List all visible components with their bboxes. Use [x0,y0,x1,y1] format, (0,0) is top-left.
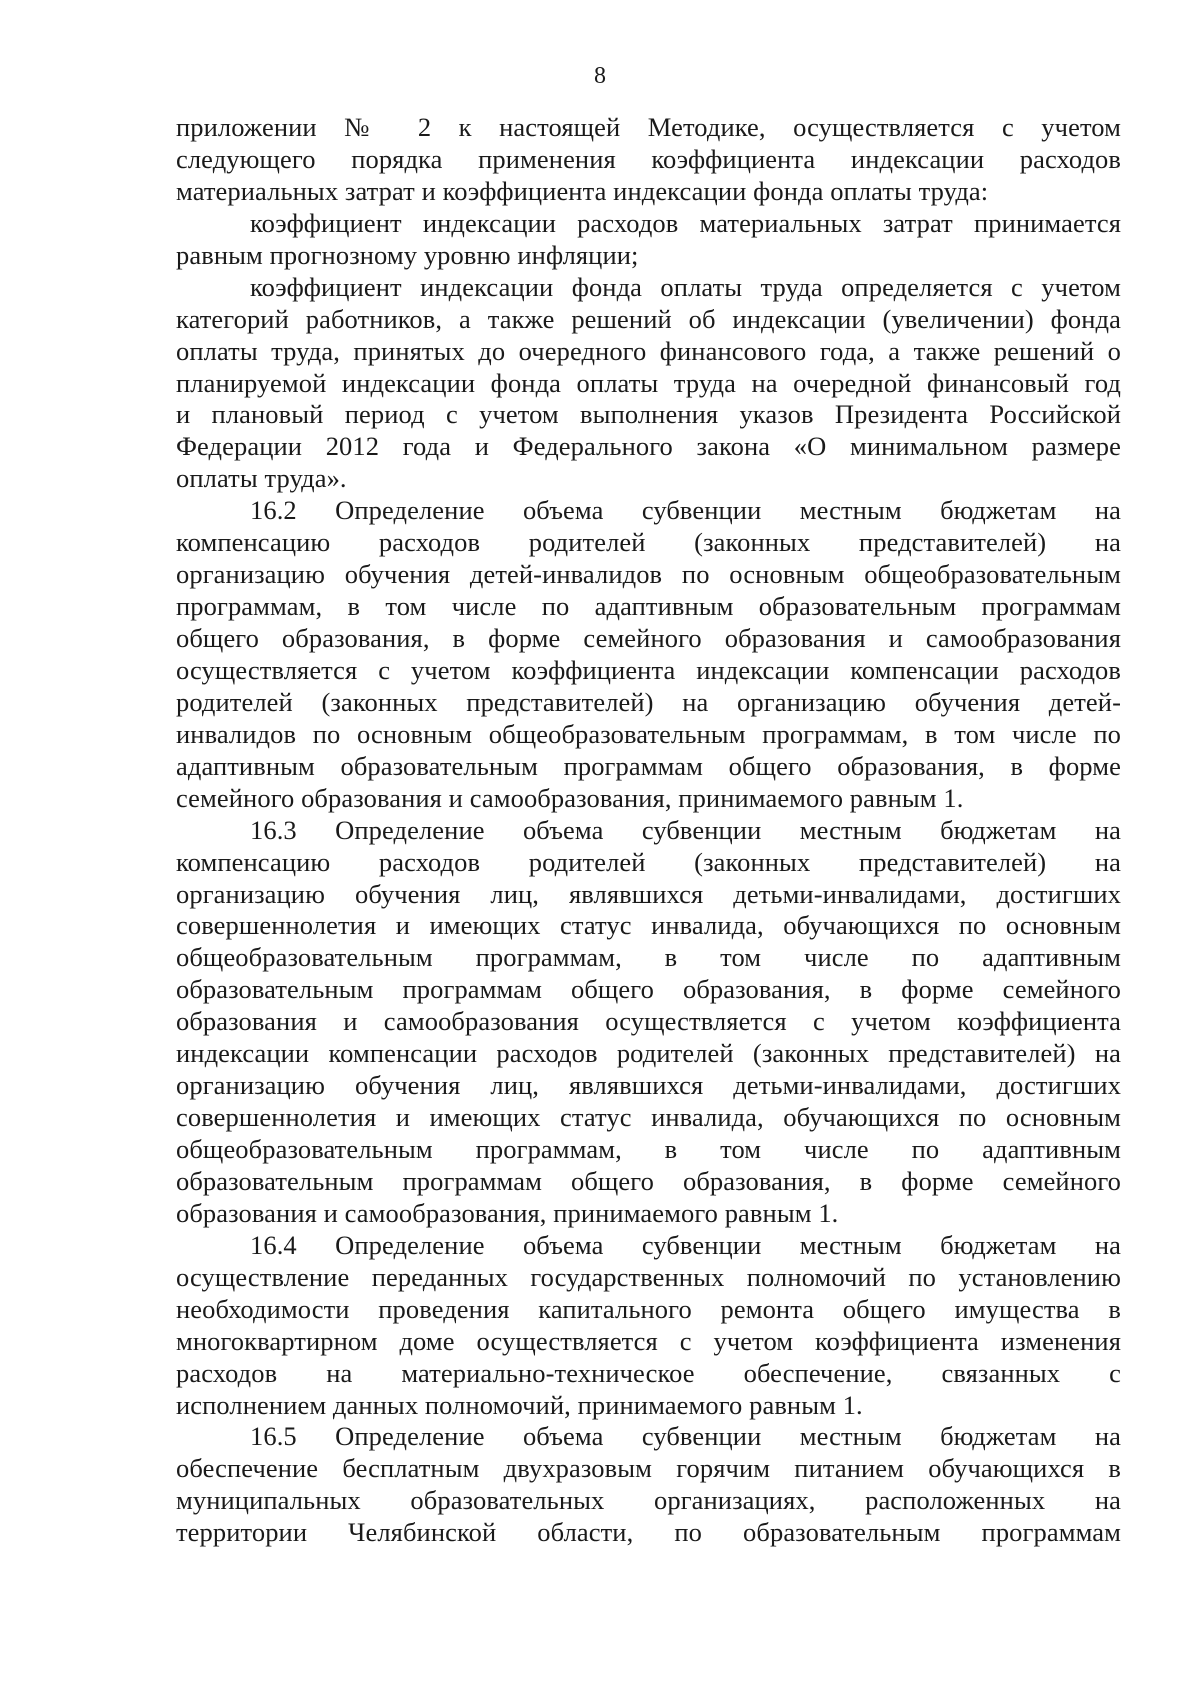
paragraph [176,1421,1121,1549]
text-line: совершеннолетия и имеющих статус инвалида, обучающихся по основным [176,910,1121,941]
text-line: образовательным программам общего образования, в форме семейного [176,1165,1121,1196]
text-line: общеобразовательным программам, в том числе по адаптивным [176,1134,1121,1164]
text-line: родителей (законных представителей) на организацию обучения детей- [176,686,1121,717]
text-line: планируемой индексации фонда оплаты труда на очередной финансовый год [176,367,1121,398]
text-line: оплаты труда, принятых до очередного финансового года, а также решений о [176,335,1121,366]
text-line: образования и самообразования, принимаемого равным 1. [176,1197,839,1228]
text-line: адаптивным образовательным программам общего образования, в форме [176,750,1121,781]
text-line: организацию обучения лиц, являвшихся детьми-инвалидами, достигших [176,1070,1121,1101]
text-line: 16.5 Определение объема субвенции местным бюджетам на [250,1421,1121,1452]
text-line: общего образования, в форме семейного образования и самообразования [176,623,1121,653]
text-line: Федерации 2012 года и Федерального закона «О минимальном размере [176,431,1121,462]
text-line: оплаты труда». [176,463,347,494]
text-line: и плановый период с учетом выполнения указов Президента Российской [176,399,1121,430]
paragraph [176,1230,1121,1422]
text-line: осуществляется с учетом коэффициента индексации компенсации расходов [176,654,1121,685]
text-line: исполнением данных полномочий, принимаемого равным 1. [176,1389,863,1420]
text-line: обеспечение бесплатным двухразовым горячим питанием обучающихся в [176,1453,1121,1484]
text-line: компенсацию расходов родителей (законных представителей) на [176,846,1121,877]
text-line: организацию обучения лиц, являвшихся детьми-инвалидами, достигших [176,878,1121,909]
text-line: следующего порядка применения коэффициента индексации расходов [176,143,1121,174]
text-line: семейного образования и самообразования, принимаемого равным 1. [176,782,964,813]
paragraph [176,495,1121,814]
document-body [176,112,1121,1549]
text-line: образования и самообразования осуществляется с учетом коэффициента [176,1006,1121,1037]
text-line: осуществление переданных государственных полномочий по установлению [176,1261,1121,1292]
text-line: 16.4 Определение объема субвенции местным бюджетам на [250,1229,1121,1260]
text-line: территории Челябинской области, по образовательным программам [176,1517,1121,1548]
paragraph [176,208,1121,272]
text-line: материальных затрат и коэффициента индексации фонда оплаты труда: [176,175,989,206]
text-line: категорий работников, а также решений об индексации (увеличении) фонда [176,303,1121,334]
text-line: индексации компенсации расходов родителей (законных представителей) на [176,1038,1121,1069]
text-line: общеобразовательным программам, в том числе по адаптивным [176,942,1121,973]
text-line: расходов на материально-техническое обеспечение, связанных с [176,1357,1121,1388]
text-line: организацию обучения детей-инвалидов по основным общеобразовательным [176,559,1121,590]
text-line: коэффициент индексации расходов материальных затрат принимается [250,207,1121,238]
text-line: муниципальных образовательных организациях, расположенных на [176,1485,1121,1516]
paragraph [176,272,1121,496]
paragraph [176,112,1121,208]
paragraph [176,815,1121,1230]
text-line: программам, в том числе по адаптивным образовательным программам [176,591,1121,622]
text-line: приложении № 2 к настоящей Методике, осуществляется с учетом [176,112,1121,142]
text-line: инвалидов по основным общеобразовательным программам, в том числе по [176,718,1121,749]
text-line: равным прогнозному уровню инфляции; [176,239,639,270]
text-line: совершеннолетия и имеющих статус инвалида, обучающихся по основным [176,1102,1121,1133]
text-line: коэффициент индексации фонда оплаты труда определяется с учетом [250,271,1121,302]
text-line: многоквартирном доме осуществляется с учетом коэффициента изменения [176,1325,1121,1356]
text-line: необходимости проведения капитального ремонта общего имущества в [176,1293,1121,1324]
page-number: 8 [594,63,606,89]
text-line: 16.3 Определение объема субвенции местным бюджетам на [250,814,1121,845]
text-line: образовательным программам общего образования, в форме семейного [176,974,1121,1005]
text-line: 16.2 Определение объема субвенции местным бюджетам на [250,495,1121,526]
text-line: компенсацию расходов родителей (законных представителей) на [176,527,1121,558]
